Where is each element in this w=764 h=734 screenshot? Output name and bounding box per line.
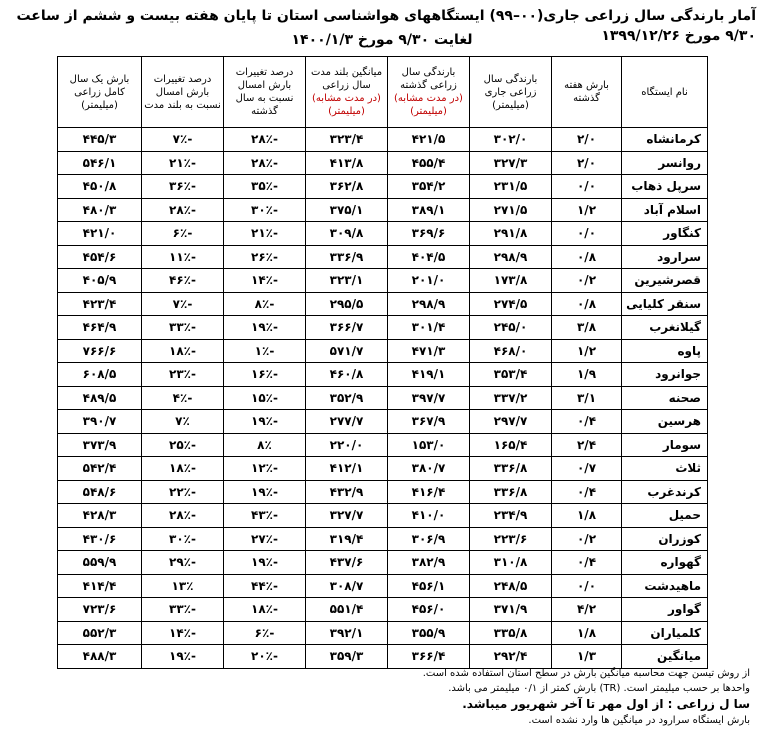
last-year-rain-cell: ۴۱۹/۱ (388, 363, 470, 387)
pct-vs-last-year-cell: -۱۹٪ (224, 480, 306, 504)
station-name-cell: اسلام آباد (622, 198, 708, 222)
header-current: بارندگی سال زراعی جاری (میلیمتر) (470, 57, 552, 128)
current-rain-cell: ۱۷۳/۸ (470, 269, 552, 293)
last-year-rain-cell: ۱۵۳/۰ (388, 433, 470, 457)
week-rain-cell: ۰/۴ (552, 551, 622, 575)
table-row (58, 175, 708, 199)
station-name-cell: هرسین (622, 410, 708, 434)
current-rain-cell: ۴۶۸/۰ (470, 339, 552, 363)
table-row (58, 151, 708, 175)
header-last-year (388, 57, 470, 128)
last-year-rain-cell: ۲۰۱/۰ (388, 269, 470, 293)
full-year-rain-cell: ۴۲۸/۳ (58, 504, 142, 528)
week-rain-cell: ۱/۲ (552, 198, 622, 222)
longterm-rain-cell: ۳۹۲/۱ (306, 621, 388, 645)
week-rain-cell: ۰/۰ (552, 175, 622, 199)
week-rain-cell: ۲/۰ (552, 128, 622, 152)
pct-vs-last-year-cell: -۱۲٪ (224, 457, 306, 481)
table-row (58, 363, 708, 387)
pct-vs-last-year-cell: -۳۵٪ (224, 175, 306, 199)
full-year-rain-cell: ۷۶۶/۶ (58, 339, 142, 363)
last-year-rain-cell: ۳۰۶/۹ (388, 527, 470, 551)
pct-vs-last-year-cell: -۲۸٪ (224, 128, 306, 152)
station-name-cell: گواور (622, 598, 708, 622)
table-row (58, 645, 708, 669)
longterm-rain-cell: ۳۲۳/۱ (306, 269, 388, 293)
week-rain-cell: ۳/۸ (552, 316, 622, 340)
pct-vs-longterm-cell: ۷٪ (142, 410, 224, 434)
full-year-rain-cell: ۳۷۳/۹ (58, 433, 142, 457)
week-rain-cell: ۲/۴ (552, 433, 622, 457)
week-rain-cell: ۰/۰ (552, 574, 622, 598)
last-year-rain-cell: ۴۵۶/۰ (388, 598, 470, 622)
station-name-cell: صحنه (622, 386, 708, 410)
pct-vs-last-year-cell: -۲۶٪ (224, 245, 306, 269)
pct-vs-last-year-cell: -۱۹٪ (224, 316, 306, 340)
table-row (58, 339, 708, 363)
pct-vs-longterm-cell: -۱۴٪ (142, 621, 224, 645)
station-name-cell: سرارود (622, 245, 708, 269)
pct-vs-longterm-cell: -۲۵٪ (142, 433, 224, 457)
station-name-cell: ماهیدشت (622, 574, 708, 598)
table-row (58, 527, 708, 551)
current-rain-cell: ۲۴۵/۰ (470, 316, 552, 340)
week-rain-cell: ۱/۹ (552, 363, 622, 387)
pct-vs-longterm-cell: -۴٪ (142, 386, 224, 410)
pct-vs-longterm-cell: -۶٪ (142, 222, 224, 246)
pct-vs-last-year-cell: -۴۴٪ (224, 574, 306, 598)
station-name-cell: کوزران (622, 527, 708, 551)
table-body (58, 128, 708, 669)
table-row (58, 245, 708, 269)
station-name-cell: کنگاور (622, 222, 708, 246)
week-rain-cell: ۴/۲ (552, 598, 622, 622)
longterm-rain-cell: ۴۶۰/۸ (306, 363, 388, 387)
table-row (58, 410, 708, 434)
last-year-rain-cell: ۳۵۵/۹ (388, 621, 470, 645)
station-name-cell: کلمیاران (622, 621, 708, 645)
pct-vs-longterm-cell: -۲۱٪ (142, 151, 224, 175)
pct-vs-last-year-cell: -۶٪ (224, 621, 306, 645)
pct-vs-longterm-cell: -۱۹٪ (142, 645, 224, 669)
longterm-rain-cell: ۳۰۸/۷ (306, 574, 388, 598)
full-year-rain-cell: ۴۶۴/۹ (58, 316, 142, 340)
pct-vs-longterm-cell: -۱۸٪ (142, 339, 224, 363)
last-year-rain-cell: ۴۰۴/۵ (388, 245, 470, 269)
full-year-rain-cell: ۵۴۶/۱ (58, 151, 142, 175)
last-year-rain-cell: ۳۵۴/۲ (388, 175, 470, 199)
pct-vs-longterm-cell: -۲۲٪ (142, 480, 224, 504)
station-name-cell: گیلانغرب (622, 316, 708, 340)
table-header-row (58, 57, 708, 128)
full-year-rain-cell: ۴۴۵/۳ (58, 128, 142, 152)
current-rain-cell: ۳۳۷/۲ (470, 386, 552, 410)
header-longterm-note: (در مدت مشابه) (312, 93, 381, 104)
rainfall-table (57, 56, 708, 669)
pct-vs-last-year-cell: -۱۵٪ (224, 386, 306, 410)
pct-vs-longterm-cell: -۴۶٪ (142, 269, 224, 293)
week-rain-cell: ۱/۲ (552, 339, 622, 363)
full-year-rain-cell: ۵۵۹/۹ (58, 551, 142, 575)
week-rain-cell: ۰/۸ (552, 245, 622, 269)
current-rain-cell: ۳۳۵/۸ (470, 621, 552, 645)
last-year-rain-cell: ۳۸۲/۹ (388, 551, 470, 575)
pct-vs-last-year-cell: -۱۶٪ (224, 363, 306, 387)
current-rain-cell: ۲۹۷/۷ (470, 410, 552, 434)
full-year-rain-cell: ۴۸۰/۳ (58, 198, 142, 222)
week-rain-cell: ۳/۱ (552, 386, 622, 410)
station-name-cell: کرمانشاه (622, 128, 708, 152)
station-name-cell: روانسر (622, 151, 708, 175)
current-rain-cell: ۳۲۷/۳ (470, 151, 552, 175)
pct-vs-longterm-cell: -۱۱٪ (142, 245, 224, 269)
table-row (58, 433, 708, 457)
table-row (58, 386, 708, 410)
week-rain-cell: ۱/۸ (552, 504, 622, 528)
last-year-rain-cell: ۳۸۰/۷ (388, 457, 470, 481)
longterm-rain-cell: ۴۱۳/۸ (306, 151, 388, 175)
longterm-rain-cell: ۳۳۶/۹ (306, 245, 388, 269)
week-rain-cell: ۰/۲ (552, 269, 622, 293)
longterm-rain-cell: ۳۶۲/۸ (306, 175, 388, 199)
pct-vs-last-year-cell: -۲۰٪ (224, 645, 306, 669)
pct-vs-last-year-cell: -۱۴٪ (224, 269, 306, 293)
pct-vs-last-year-cell: -۲۱٪ (224, 222, 306, 246)
station-name-cell: جوانرود (622, 363, 708, 387)
pct-vs-last-year-cell: -۱٪ (224, 339, 306, 363)
header-last-year-note: (در مدت مشابه) (394, 93, 463, 104)
week-rain-cell: ۰/۴ (552, 480, 622, 504)
pct-vs-longterm-cell: -۷٪ (142, 128, 224, 152)
header-full-year: بارش یک سال کامل زراعی (میلیمتر) (58, 57, 142, 128)
station-name-cell: سرپل ذهاب (622, 175, 708, 199)
table-row (58, 457, 708, 481)
full-year-rain-cell: ۵۴۸/۶ (58, 480, 142, 504)
longterm-rain-cell: ۳۵۲/۹ (306, 386, 388, 410)
longterm-rain-cell: ۵۷۱/۷ (306, 339, 388, 363)
week-rain-cell: ۰/۴ (552, 410, 622, 434)
week-rain-cell: ۰/۲ (552, 527, 622, 551)
table-row (58, 198, 708, 222)
header-pct-last-year: درصد تغییرات بارش امسال نسبت به سال گذشته (224, 57, 306, 128)
last-year-rain-cell: ۲۹۸/۹ (388, 292, 470, 316)
pct-vs-last-year-cell: -۳۰٪ (224, 198, 306, 222)
longterm-rain-cell: ۳۱۹/۴ (306, 527, 388, 551)
last-year-rain-cell: ۳۶۶/۴ (388, 645, 470, 669)
header-station: نام ایستگاه (622, 57, 708, 128)
pct-vs-longterm-cell: -۳۳٪ (142, 598, 224, 622)
pct-vs-longterm-cell: -۳۰٪ (142, 527, 224, 551)
current-rain-cell: ۲۹۲/۴ (470, 645, 552, 669)
report-subtitle: لغایت ۹/۳۰ مورخ ۱۴۰۰/۱/۳ (291, 32, 473, 48)
last-year-rain-cell: ۳۸۹/۱ (388, 198, 470, 222)
table-row (58, 269, 708, 293)
note-agri-year: سا ل زراعی : از اول مهر تا آخر شهریور میباشد. (462, 697, 750, 711)
longterm-rain-cell: ۳۷۵/۱ (306, 198, 388, 222)
current-rain-cell: ۲۴۸/۵ (470, 574, 552, 598)
last-year-rain-cell: ۴۵۶/۱ (388, 574, 470, 598)
full-year-rain-cell: ۴۲۳/۴ (58, 292, 142, 316)
current-rain-cell: ۲۹۸/۹ (470, 245, 552, 269)
pct-vs-longterm-cell: -۷٪ (142, 292, 224, 316)
table-row (58, 480, 708, 504)
current-rain-cell: ۳۳۶/۸ (470, 480, 552, 504)
longterm-rain-cell: ۳۰۹/۸ (306, 222, 388, 246)
current-rain-cell: ۲۹۱/۸ (470, 222, 552, 246)
full-year-rain-cell: ۶۰۸/۵ (58, 363, 142, 387)
header-last-year-label: بارندگی سال زراعی گذشته (400, 67, 457, 91)
last-year-rain-cell: ۳۶۹/۶ (388, 222, 470, 246)
header-pct-longterm: درصد تغییرات بارش امسال نسبت به بلند مدت (142, 57, 224, 128)
current-rain-cell: ۳۱۰/۸ (470, 551, 552, 575)
header-longterm-label: میانگین بلند مدت سال زراعی (310, 67, 383, 91)
full-year-rain-cell: ۳۹۰/۷ (58, 410, 142, 434)
week-rain-cell: ۲/۰ (552, 151, 622, 175)
table-row (58, 222, 708, 246)
current-rain-cell: ۲۳۴/۹ (470, 504, 552, 528)
pct-vs-longterm-cell: -۲۳٪ (142, 363, 224, 387)
pct-vs-longterm-cell: -۲۸٪ (142, 198, 224, 222)
full-year-rain-cell: ۵۴۲/۴ (58, 457, 142, 481)
week-rain-cell: ۱/۳ (552, 645, 622, 669)
full-year-rain-cell: ۴۸۸/۳ (58, 645, 142, 669)
pct-vs-last-year-cell: -۲۸٪ (224, 151, 306, 175)
full-year-rain-cell: ۴۸۹/۵ (58, 386, 142, 410)
table-row (58, 574, 708, 598)
longterm-rain-cell: ۳۲۷/۷ (306, 504, 388, 528)
pct-vs-last-year-cell: -۱۸٪ (224, 598, 306, 622)
note-units: واحدها بر حسب میلیمتر است. (TR) بارش کمتر از ۰/۱ میلیمتر می باشد. (448, 683, 750, 694)
last-year-rain-cell: ۴۷۱/۳ (388, 339, 470, 363)
week-rain-cell: ۱/۸ (552, 621, 622, 645)
last-year-rain-cell: ۴۱۰/۰ (388, 504, 470, 528)
current-rain-cell: ۲۳۱/۵ (470, 175, 552, 199)
last-year-rain-cell: ۴۲۱/۵ (388, 128, 470, 152)
week-rain-cell: ۰/۷ (552, 457, 622, 481)
station-name-cell: میانگین (622, 645, 708, 669)
header-last-year-unit: (میلیمتر) (410, 106, 447, 117)
header-week: بارش هفته گذشته (552, 57, 622, 128)
pct-vs-last-year-cell: ۸٪ (224, 433, 306, 457)
station-name-cell: حمیل (622, 504, 708, 528)
note-thiessen: از روش تیسن جهت محاسبه میانگین بارش در سطح استان استفاده شده است. (422, 668, 750, 679)
station-name-cell: پاوه (622, 339, 708, 363)
week-rain-cell: ۰/۰ (552, 222, 622, 246)
station-name-cell: سنقر کلیایی (622, 292, 708, 316)
full-year-rain-cell: ۴۵۴/۶ (58, 245, 142, 269)
pct-vs-last-year-cell: -۱۹٪ (224, 551, 306, 575)
full-year-rain-cell: ۴۳۰/۶ (58, 527, 142, 551)
current-rain-cell: ۲۲۳/۶ (470, 527, 552, 551)
pct-vs-longterm-cell: -۱۸٪ (142, 457, 224, 481)
current-rain-cell: ۳۰۲/۰ (470, 128, 552, 152)
header-longterm-unit: (میلیمتر) (328, 106, 365, 117)
pct-vs-last-year-cell: -۲۷٪ (224, 527, 306, 551)
current-rain-cell: ۳۳۶/۸ (470, 457, 552, 481)
last-year-rain-cell: ۳۹۷/۷ (388, 386, 470, 410)
current-rain-cell: ۱۶۵/۴ (470, 433, 552, 457)
station-name-cell: گهواره (622, 551, 708, 575)
last-year-rain-cell: ۳۰۱/۴ (388, 316, 470, 340)
current-rain-cell: ۲۷۱/۵ (470, 198, 552, 222)
current-rain-cell: ۳۷۱/۹ (470, 598, 552, 622)
table-row (58, 621, 708, 645)
pct-vs-longterm-cell: -۳۳٪ (142, 316, 224, 340)
full-year-rain-cell: ۵۵۲/۳ (58, 621, 142, 645)
pct-vs-longterm-cell: -۲۹٪ (142, 551, 224, 575)
pct-vs-last-year-cell: -۴۳٪ (224, 504, 306, 528)
station-name-cell: قصرشیرین (622, 269, 708, 293)
report-title: آمار بارندگی سال زراعی جاری(۰۰–۹۹) ایستگاههای هواشناسی استان تا پایان هفته بیست و ششم از ساعت ۹/۳۰ مورخ ۱۳۹۹/۱۲/۲۶ (16, 8, 756, 44)
table-row (58, 551, 708, 575)
longterm-rain-cell: ۴۱۲/۱ (306, 457, 388, 481)
pct-vs-last-year-cell: -۱۹٪ (224, 410, 306, 434)
table-row (58, 292, 708, 316)
pct-vs-longterm-cell: ۱۳٪ (142, 574, 224, 598)
last-year-rain-cell: ۳۶۷/۹ (388, 410, 470, 434)
table-row (58, 316, 708, 340)
header-longterm (306, 57, 388, 128)
table-row (58, 504, 708, 528)
longterm-rain-cell: ۴۳۷/۶ (306, 551, 388, 575)
longterm-rain-cell: ۵۵۱/۴ (306, 598, 388, 622)
full-year-rain-cell: ۴۰۵/۹ (58, 269, 142, 293)
pct-vs-longterm-cell: -۲۸٪ (142, 504, 224, 528)
note-sararud: بارش ایستگاه سرارود در میانگین ها وارد نشده است. (528, 715, 750, 726)
longterm-rain-cell: ۲۷۷/۷ (306, 410, 388, 434)
longterm-rain-cell: ۴۳۲/۹ (306, 480, 388, 504)
current-rain-cell: ۳۵۳/۴ (470, 363, 552, 387)
longterm-rain-cell: ۲۲۰/۰ (306, 433, 388, 457)
week-rain-cell: ۰/۸ (552, 292, 622, 316)
full-year-rain-cell: ۴۵۰/۸ (58, 175, 142, 199)
station-name-cell: سومار (622, 433, 708, 457)
station-name-cell: کرندغرب (622, 480, 708, 504)
longterm-rain-cell: ۳۵۹/۳ (306, 645, 388, 669)
full-year-rain-cell: ۴۲۱/۰ (58, 222, 142, 246)
last-year-rain-cell: ۴۵۵/۴ (388, 151, 470, 175)
last-year-rain-cell: ۴۱۶/۴ (388, 480, 470, 504)
longterm-rain-cell: ۲۹۵/۵ (306, 292, 388, 316)
station-name-cell: ثلاث (622, 457, 708, 481)
longterm-rain-cell: ۳۶۶/۷ (306, 316, 388, 340)
longterm-rain-cell: ۳۲۳/۴ (306, 128, 388, 152)
pct-vs-last-year-cell: -۸٪ (224, 292, 306, 316)
pct-vs-longterm-cell: -۳۶٪ (142, 175, 224, 199)
table-row (58, 598, 708, 622)
table-row (58, 128, 708, 152)
full-year-rain-cell: ۷۲۳/۶ (58, 598, 142, 622)
full-year-rain-cell: ۴۱۴/۴ (58, 574, 142, 598)
current-rain-cell: ۲۷۴/۵ (470, 292, 552, 316)
